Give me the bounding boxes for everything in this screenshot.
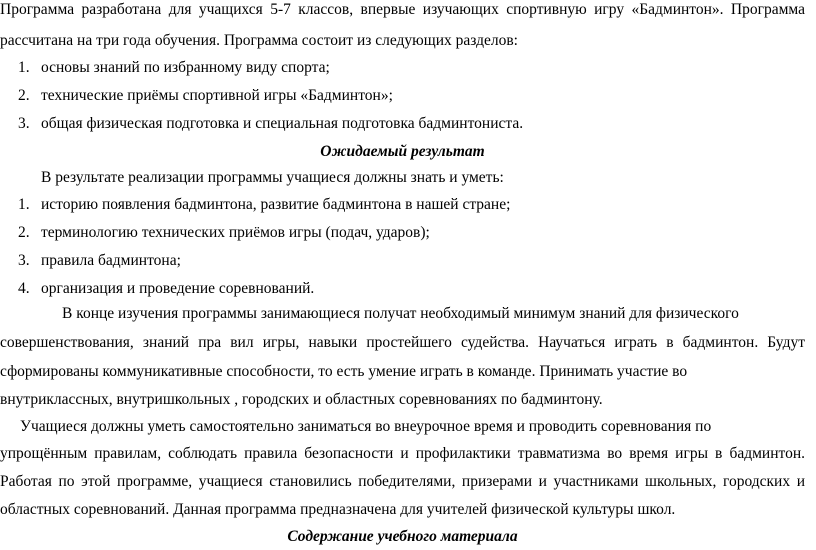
paragraph-1-line-2: совершенствования, знаний пра вил игры, навыки простейшего судейства. Научаться играть в бадминтон. Будут (0, 334, 805, 351)
item-number: 4. (18, 280, 30, 297)
intro-line-1: Программа разработана для учащихся 5-7 классов, впервые изучающих спортивную игру «Бадминтон». Программа (0, 1, 805, 18)
paragraph-2-line-4: областных соревнований. Данная программа предназначена для учителей физической культуры школ. (0, 501, 676, 518)
list-item: технические приёмы спортивной игры «Бадминтон»; (41, 87, 393, 104)
item-number: 3. (18, 252, 30, 269)
list-item: организация и проведение соревнований. (41, 280, 315, 297)
item-number: 1. (18, 196, 30, 213)
list-item: правила бадминтона; (41, 252, 181, 269)
intro-line-2: рассчитана на три года обучения. Программа состоит из следующих разделов: (0, 32, 518, 49)
paragraph-2-line-3: Работая по этой программе, учащиеся становились победителями, призерами и участниками школьных, городских и (0, 473, 805, 490)
paragraph-1-line-1: В конце изучения программы занимающиеся получат необходимый минимум знаний для физического (62, 305, 739, 322)
list-item: общая физическая подготовка и специальная подготовка бадминтониста. (41, 115, 524, 132)
expected-lead: В результате реализации программы учащиеся должны знать и уметь: (41, 169, 504, 186)
paragraph-2-line-2: упрощённым правилам, соблюдать правила безопасности и профилактики травматизма во время игры в бадминтон. (0, 445, 805, 462)
list-item: терминологию технических приёмов игры (подач, ударов); (41, 224, 430, 241)
paragraph-2-line-1: Учащиеся должны уметь самостоятельно заниматься во внеурочное время и проводить соревнования по (20, 418, 712, 435)
list-item: историю появления бадминтона, развитие бадминтона в нашей стране; (41, 196, 511, 213)
item-number: 2. (18, 224, 30, 241)
paragraph-1-line-4: внутриклассных, внутришкольных , городских и областных соревнованиях по бадминтону. (0, 391, 603, 408)
section-number: 3. (18, 115, 30, 132)
section-number: 2. (18, 87, 30, 104)
list-item: основы знаний по избранному виду спорта; (41, 59, 330, 76)
section-number: 1. (18, 59, 30, 76)
content-heading: Содержание учебного материала (287, 528, 518, 545)
expected-result-heading: Ожидаемый результат (320, 143, 485, 160)
paragraph-1-line-3: сформированы коммуникативные способности, то есть умение играть в команде. Принимать участие во (0, 363, 688, 380)
